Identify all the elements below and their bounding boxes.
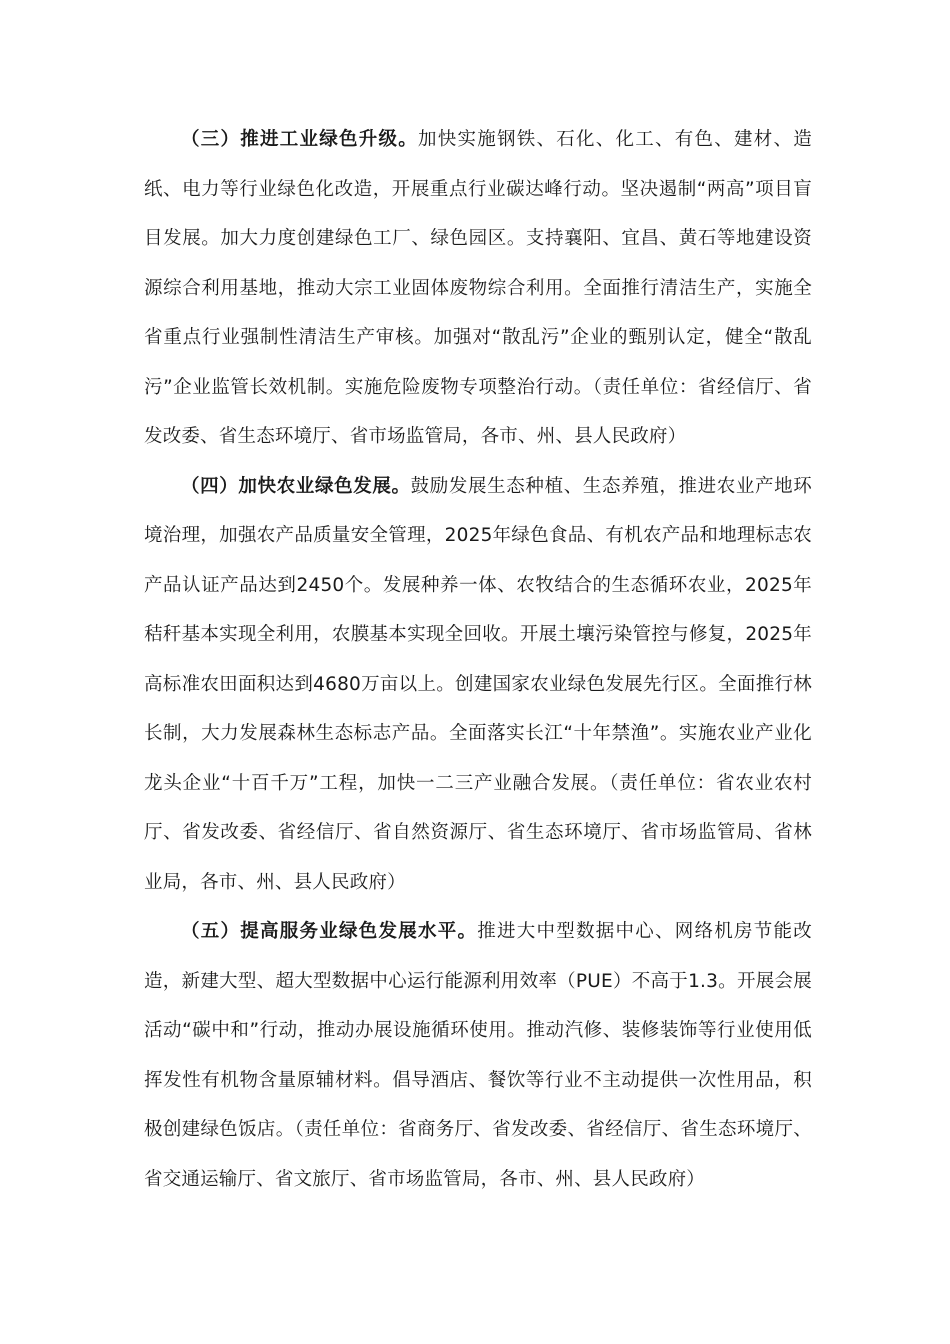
document-body [144, 115, 812, 1204]
paragraph-services [144, 907, 812, 1204]
paragraph-heading: （五）提高服务业绿色发展水平。 [181, 921, 478, 942]
paragraph-heading: （四）加快农业绿色发展。 [181, 475, 411, 497]
paragraph-agriculture [144, 462, 812, 908]
paragraph-text: 推进大中型数据中心、网络机房节能改造，新建大型、超大型数据中心运行能源利用效率（PUE）不高于1.3。开展会展活动“碳中和”行动，推动办展设施循环使用。推动汽修、装修装饰等行业使用低挥发性有机物含量原辅材料。倡导酒店、餐饮等行业不主动提供一次性用品，积极创建绿色饭店。（责任单位：省商务厅、省发改委、省经信厅、省生态环境厅、省交通运输厅、省文旅厅、省市场监管局，各市、州、县人民政府） [144, 921, 812, 1190]
paragraph-industry [144, 115, 812, 462]
paragraph-text: 鼓励发展生态种植、生态养殖，推进农业产地环境治理，加强农产品质量安全管理，2025年绿色食品、有机农产品和地理标志农产品认证产品达到2450个。发展种养一体、农牧结合的生态循环农业，2025年秸秆基本实现全利用，农膜基本实现全回收。开展土壤污染管控与修复，2025年高标准农田面积达到4680万亩以上。创建国家农业绿色发展先行区。全面推行林长制，大力发展森林生态标志产品。全面落实长江“十年禁渔”。实施农业产业化龙头企业“十百千万”工程，加快一二三产业融合发展。（责任单位：省农业农村厅、省发改委、省经信厅、省自然资源厅、省生态环境厅、省市场监管局、省林业局，各市、州、县人民政府） [144, 475, 813, 893]
paragraph-heading: （三）推进工业绿色升级。 [181, 129, 419, 150]
paragraph-text: 加快实施钢铁、石化、化工、有色、建材、造纸、电力等行业绿色化改造，开展重点行业碳达峰行动。坚决遏制“两高”项目盲目发展。加大力度创建绿色工厂、绿色园区。支持襄阳、宜昌、黄石等地建设资源综合利用基地，推动大宗工业固体废物综合利用。全面推行清洁生产，实施全省重点行业强制性清洁生产审核。加强对“散乱污”企业的甄别认定，健全“散乱污”企业监管长效机制。实施危险废物专项整治行动。（责任单位：省经信厅、省发改委、省生态环境厅、省市场监管局，各市、州、县人民政府） [144, 129, 812, 447]
